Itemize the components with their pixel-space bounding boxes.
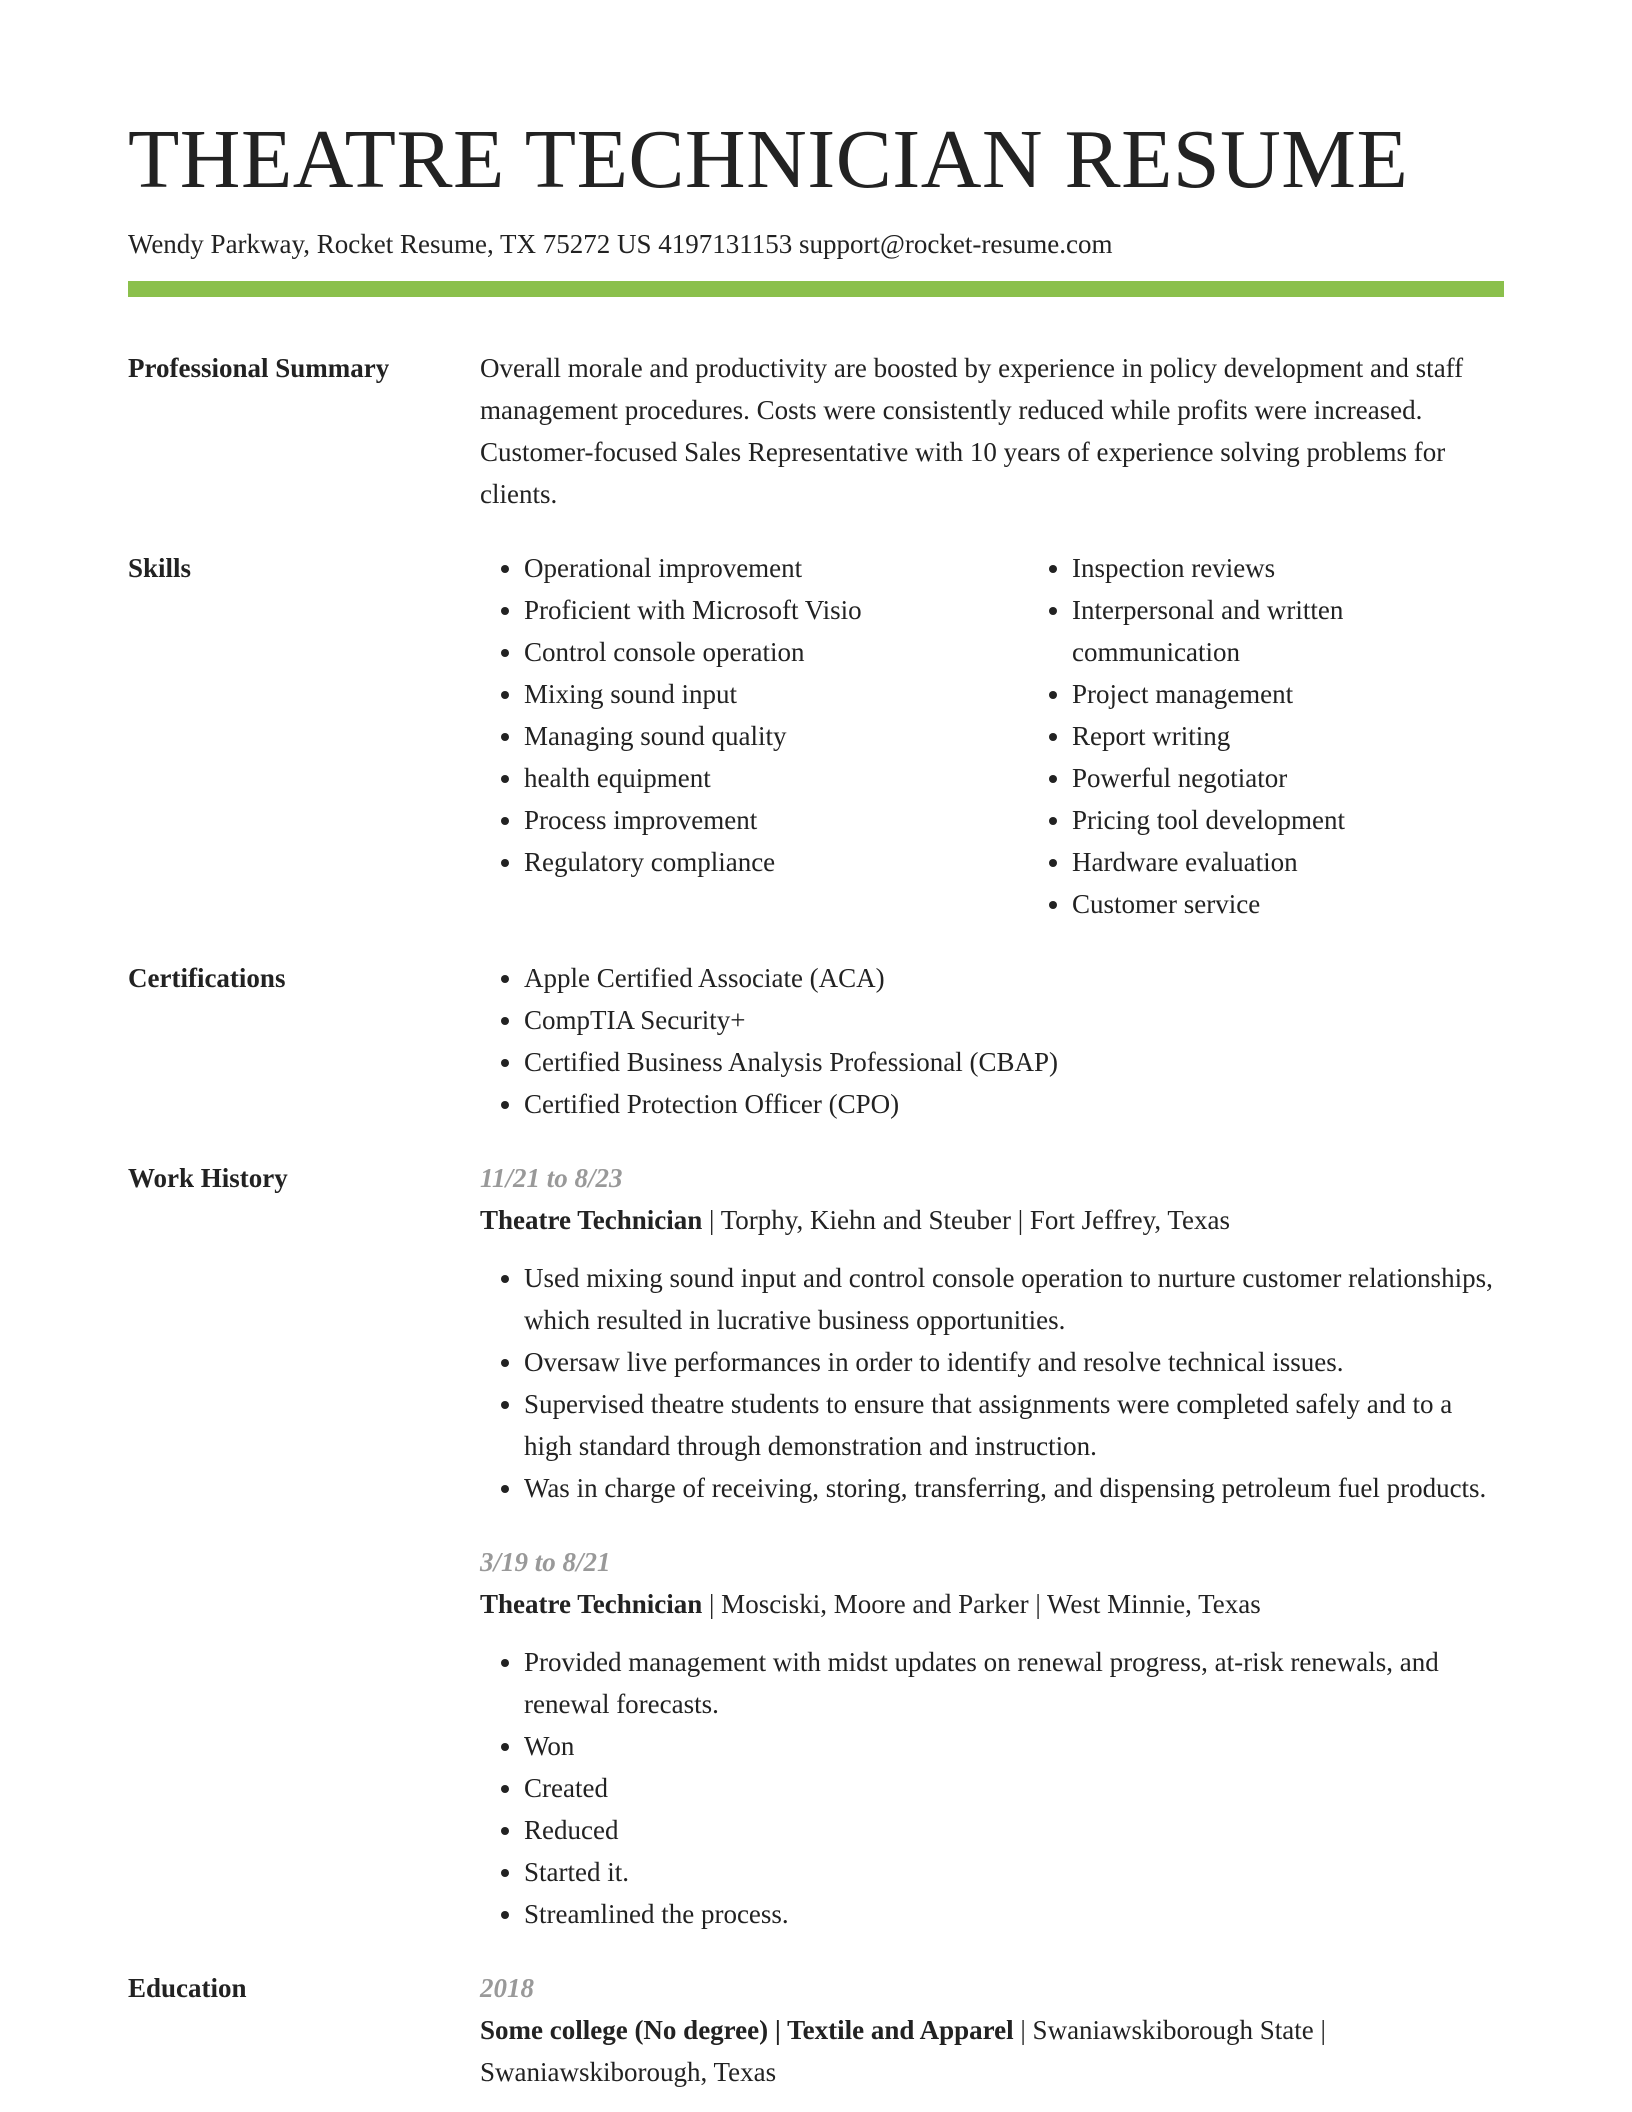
- resume-page: [128, 113, 1504, 2093]
- job-dates: 11/21 to 8/23: [480, 1163, 623, 1194]
- job-bullet: • Was in charge of receiving, storing, transferring, and dispensing petroleum fuel products.: [524, 1467, 1504, 1509]
- job-title: Theatre Technician: [480, 1205, 703, 1236]
- skill-item: • Operational improvement: [524, 547, 1028, 589]
- certifications-section: [128, 957, 1504, 1125]
- job-bullet: • Reduced: [524, 1809, 1504, 1851]
- job-heading: [480, 1583, 1504, 1625]
- skills-column-right: [1028, 547, 1504, 925]
- job-entry: [480, 1157, 1504, 1509]
- work-history-section: [128, 1157, 1504, 1935]
- skill-item: • Control console operation: [524, 631, 1028, 673]
- skill-item: • Managing sound quality: [524, 715, 1028, 757]
- job-bullet: • Supervised theatre students to ensure that assignments were completed safely and to a high standard through demonstration and instruction.: [524, 1383, 1504, 1467]
- education-label: Education: [128, 1973, 247, 2004]
- job-bullet: • Used mixing sound input and control console operation to nurture customer relationships, which resulted in lucrative business opportunities.: [524, 1257, 1504, 1341]
- job-dates: 3/19 to 8/21: [480, 1547, 611, 1578]
- job-bullet: • Created: [524, 1767, 1504, 1809]
- skill-item: • Hardware evaluation: [1072, 841, 1504, 883]
- certifications-label: Certifications: [128, 963, 286, 994]
- skill-item: • Report writing: [1072, 715, 1504, 757]
- skills-label: Skills: [128, 553, 192, 584]
- skills-column-left: [480, 547, 1028, 925]
- skill-item: • Mixing sound input: [524, 673, 1028, 715]
- job-bullets: [480, 1641, 1504, 1935]
- job-bullets: [480, 1257, 1504, 1509]
- skill-item: • Process improvement: [524, 799, 1028, 841]
- work-history-label: Work History: [128, 1163, 288, 1194]
- job-details: | Torphy, Kiehn and Steuber | Fort Jeffrey, Texas: [702, 1205, 1230, 1236]
- education-school: | Swaniawskiborough State | Swaniawskiborough, Texas: [480, 2015, 1326, 2088]
- education-section: [128, 1967, 1504, 2093]
- summary-section: [128, 347, 1504, 515]
- job-bullet: • Oversaw live performances in order to identify and resolve technical issues.: [524, 1341, 1504, 1383]
- certification-item: • Certified Business Analysis Professional (CBAP): [524, 1041, 1504, 1083]
- skill-item: • Inspection reviews: [1072, 547, 1504, 589]
- certifications-list: [480, 957, 1504, 1125]
- resume-title: THEATRE TECHNICIAN RESUME: [128, 113, 1409, 206]
- certification-item: • Apple Certified Associate (ACA): [524, 957, 1504, 999]
- job-heading: [480, 1199, 1504, 1241]
- accent-divider: [128, 281, 1504, 297]
- skills-list: [480, 547, 1504, 925]
- job-bullet: • Started it.: [524, 1851, 1504, 1893]
- skill-item: • Regulatory compliance: [524, 841, 1028, 883]
- summary-text: Overall morale and productivity are boosted by experience in policy development and staff management procedures. Costs were consistently reduced while profits were increased. Customer-focused Sales Representative with 10 years of experience solving problems for clients.: [480, 353, 1464, 510]
- certification-item: • Certified Protection Officer (CPO): [524, 1083, 1504, 1125]
- skill-item: • Customer service: [1072, 883, 1504, 925]
- skill-item: • Powerful negotiator: [1072, 757, 1504, 799]
- skill-item: • Interpersonal and written communication: [1072, 589, 1504, 673]
- skills-section: [128, 547, 1504, 925]
- job-bullet: • Streamlined the process.: [524, 1893, 1504, 1935]
- job-details: | Mosciski, Moore and Parker | West Minnie, Texas: [702, 1589, 1261, 1620]
- summary-label: Professional Summary: [128, 353, 390, 384]
- certification-item: • CompTIA Security+: [524, 999, 1504, 1041]
- education-degree: Some college (No degree) | Textile and Apparel: [480, 2015, 1014, 2046]
- education-heading: [480, 2009, 1504, 2093]
- job-bullet: • Won: [524, 1725, 1504, 1767]
- contact-line: Wendy Parkway, Rocket Resume, TX 75272 US 4197131153 support@rocket-resume.com: [128, 229, 1113, 259]
- skill-item: • health equipment: [524, 757, 1028, 799]
- job-entry: [480, 1541, 1504, 1935]
- skill-item: • Proficient with Microsoft Visio: [524, 589, 1028, 631]
- job-title: Theatre Technician: [480, 1589, 703, 1620]
- skill-item: • Pricing tool development: [1072, 799, 1504, 841]
- education-year: 2018: [480, 1973, 534, 2004]
- job-bullet: • Provided management with midst updates on renewal progress, at-risk renewals, and renewal forecasts.: [524, 1641, 1504, 1725]
- skill-item: • Project management: [1072, 673, 1504, 715]
